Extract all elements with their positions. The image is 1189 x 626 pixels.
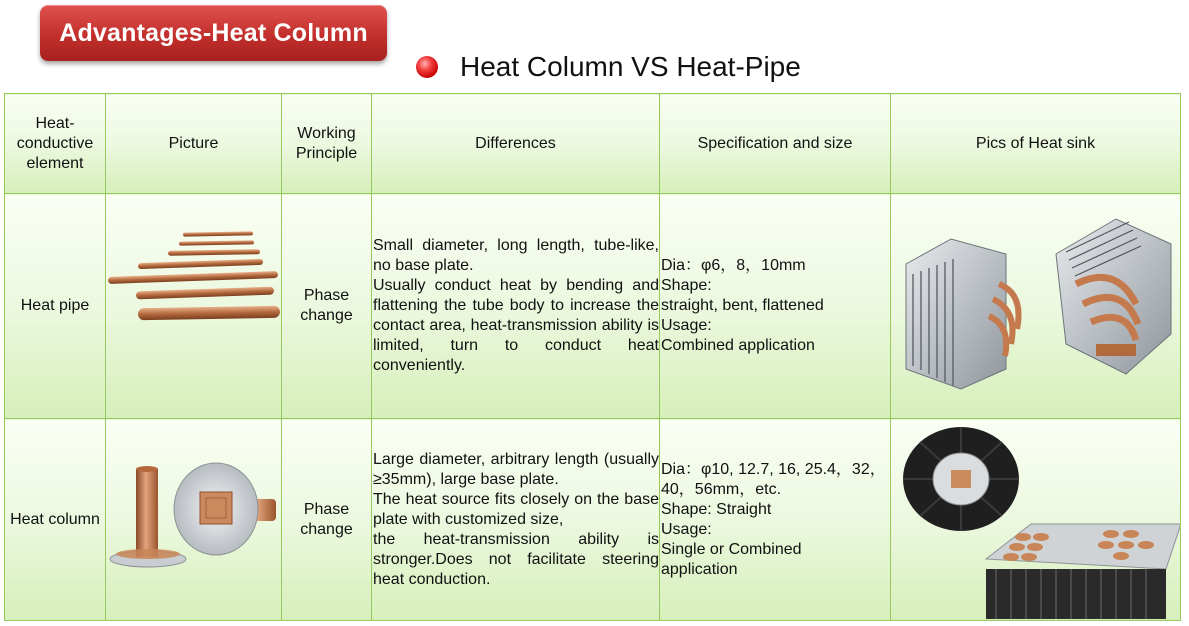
comparison-table — [4, 93, 1181, 621]
column-header: Picture — [106, 94, 282, 194]
table-row — [5, 419, 1181, 621]
principle-cell: Phase change — [282, 194, 372, 419]
table-header-row — [5, 94, 1181, 194]
differences-cell: Small diameter, long length, tube-like, no base plate. Usually conduct heat by bending and flattening the tube body to increase the contact area, heat-transmission ability is limited, turn to conduct heat conveniently. — [372, 194, 660, 419]
picture-cell — [106, 419, 282, 621]
column-header: Heat- conductive element — [5, 94, 106, 194]
element-cell: Heat column — [5, 419, 106, 621]
differences-cell: Large diameter, arbitrary length (usually ≥35mm), large base plate. The heat source fits closely on the base plate with customized size, the heat-transmission ability is stronger.Does not facilitate steering heat conduction. — [372, 419, 660, 621]
spec-cell: Dia：φ6，8，10mm Shape: straight, bent, flattened Usage: Combined application — [660, 194, 891, 419]
heat-pipe-image — [106, 194, 281, 418]
column-header: Working Principle — [282, 94, 372, 194]
column-header: Differences — [372, 94, 660, 194]
title-badge: Advantages-Heat Column — [40, 5, 387, 61]
heat-column-heatsink-image — [891, 419, 1180, 620]
column-header: Pics of Heat sink — [891, 94, 1181, 194]
table-row — [5, 194, 1181, 419]
column-header: Specification and size — [660, 94, 891, 194]
principle-cell: Phase change — [282, 419, 372, 621]
subtitle-text: Heat Column VS Heat-Pipe — [460, 51, 801, 82]
heat-pipe-heatsink-image — [891, 194, 1180, 418]
heat-column-image — [106, 419, 281, 620]
red-bullet-icon — [416, 56, 438, 78]
heatsink-pic-cell — [891, 194, 1181, 419]
heatsink-pic-cell — [891, 419, 1181, 621]
element-cell: Heat pipe — [5, 194, 106, 419]
subtitle — [416, 47, 801, 87]
spec-cell: Dia：φ10, 12.7, 16, 25.4，32， 40，56mm，etc. Shape: Straight Usage: Single or Combined application — [660, 419, 891, 621]
picture-cell — [106, 194, 282, 419]
